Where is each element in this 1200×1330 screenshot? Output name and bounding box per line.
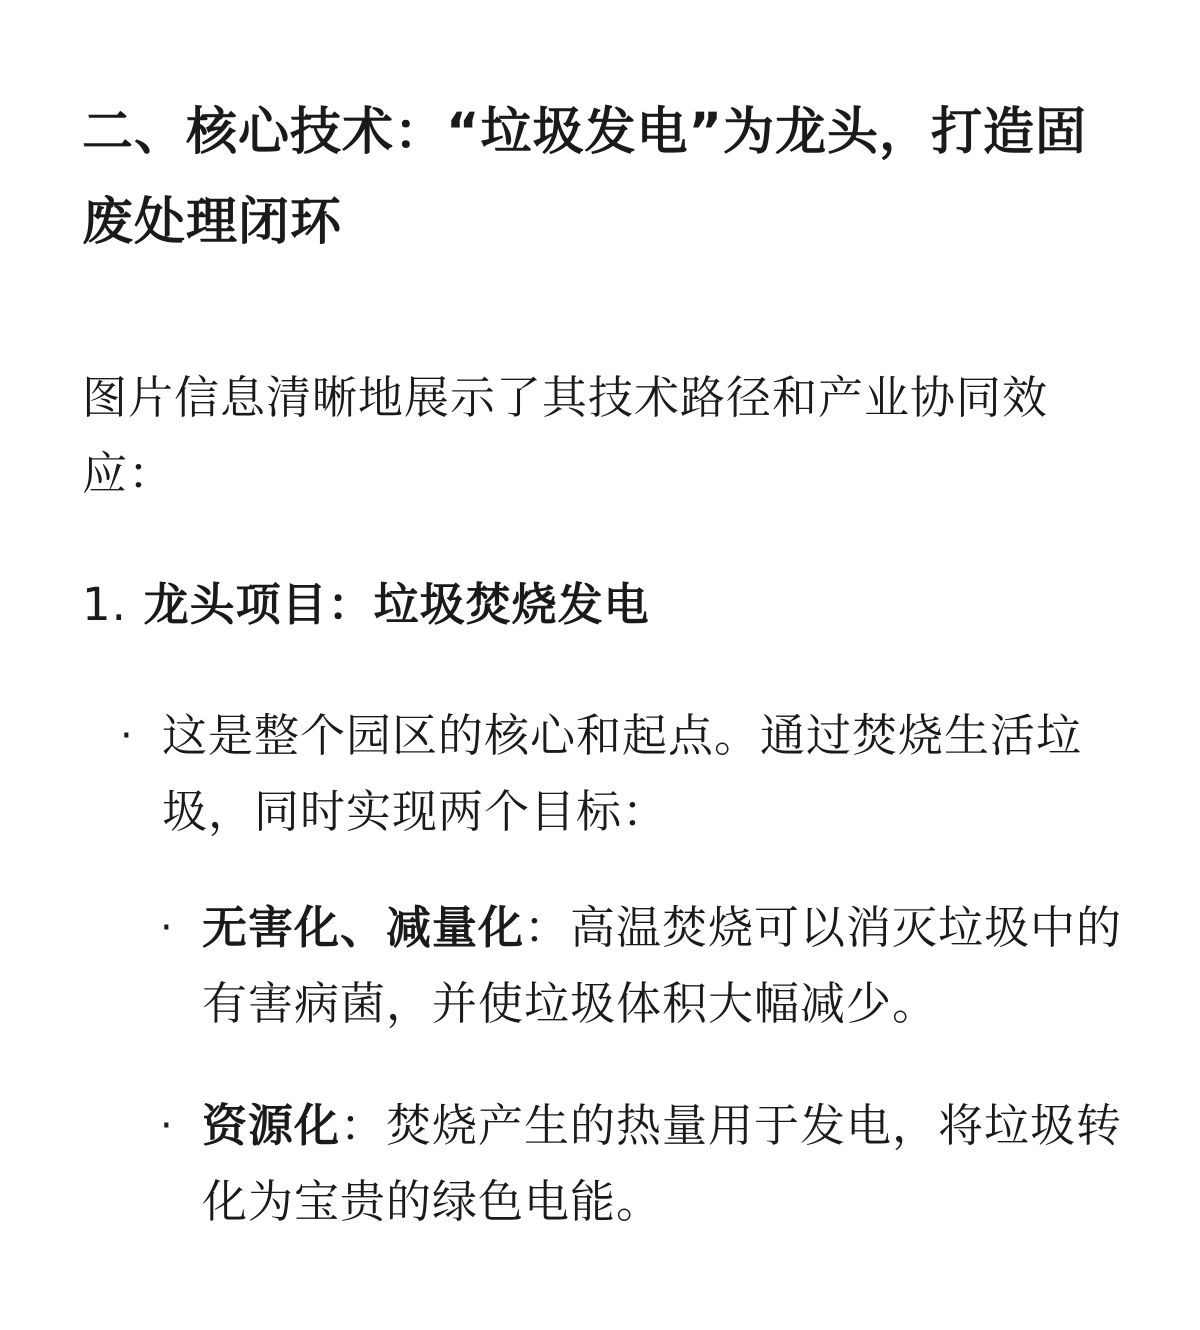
sub-bullet-label: 无害化、减量化 xyxy=(202,901,525,954)
intro-paragraph: 图片信息清晰地展示了其技术路径和产业协同效应： xyxy=(82,371,1049,500)
item-heading-text: 龙头项目：垃圾焚烧发电 xyxy=(143,578,650,631)
sub-bullet-resource xyxy=(160,1088,1132,1240)
sub-bullet-text: ：焚烧产生的热量用于发电，将垃圾转化为宝贵的绿色电能。 xyxy=(202,1099,1123,1228)
sub-bullet-text: ：高温焚烧可以消灭垃圾中的有害病菌，并使垃圾体积大幅减少。 xyxy=(202,901,1123,1030)
numbered-item-heading xyxy=(82,570,1132,640)
article-content xyxy=(82,88,1132,1240)
section-title: 二、核心技术：“垃圾发电”为龙头，打造固废处理闭环 xyxy=(82,103,1088,252)
sub-bullet-label: 资源化 xyxy=(202,1099,341,1152)
bullet-dot-icon: · xyxy=(120,713,134,759)
sub-bullet-harmless xyxy=(160,890,1132,1042)
bullet-dot-icon: · xyxy=(160,905,174,951)
bullet-summary xyxy=(120,698,1132,850)
item-number: 1. xyxy=(82,578,127,631)
bullet-summary-text: 这是整个园区的核心和起点。通过焚烧生活垃圾，同时实现两个目标： xyxy=(162,709,1083,838)
bullet-dot-icon: · xyxy=(160,1103,174,1149)
